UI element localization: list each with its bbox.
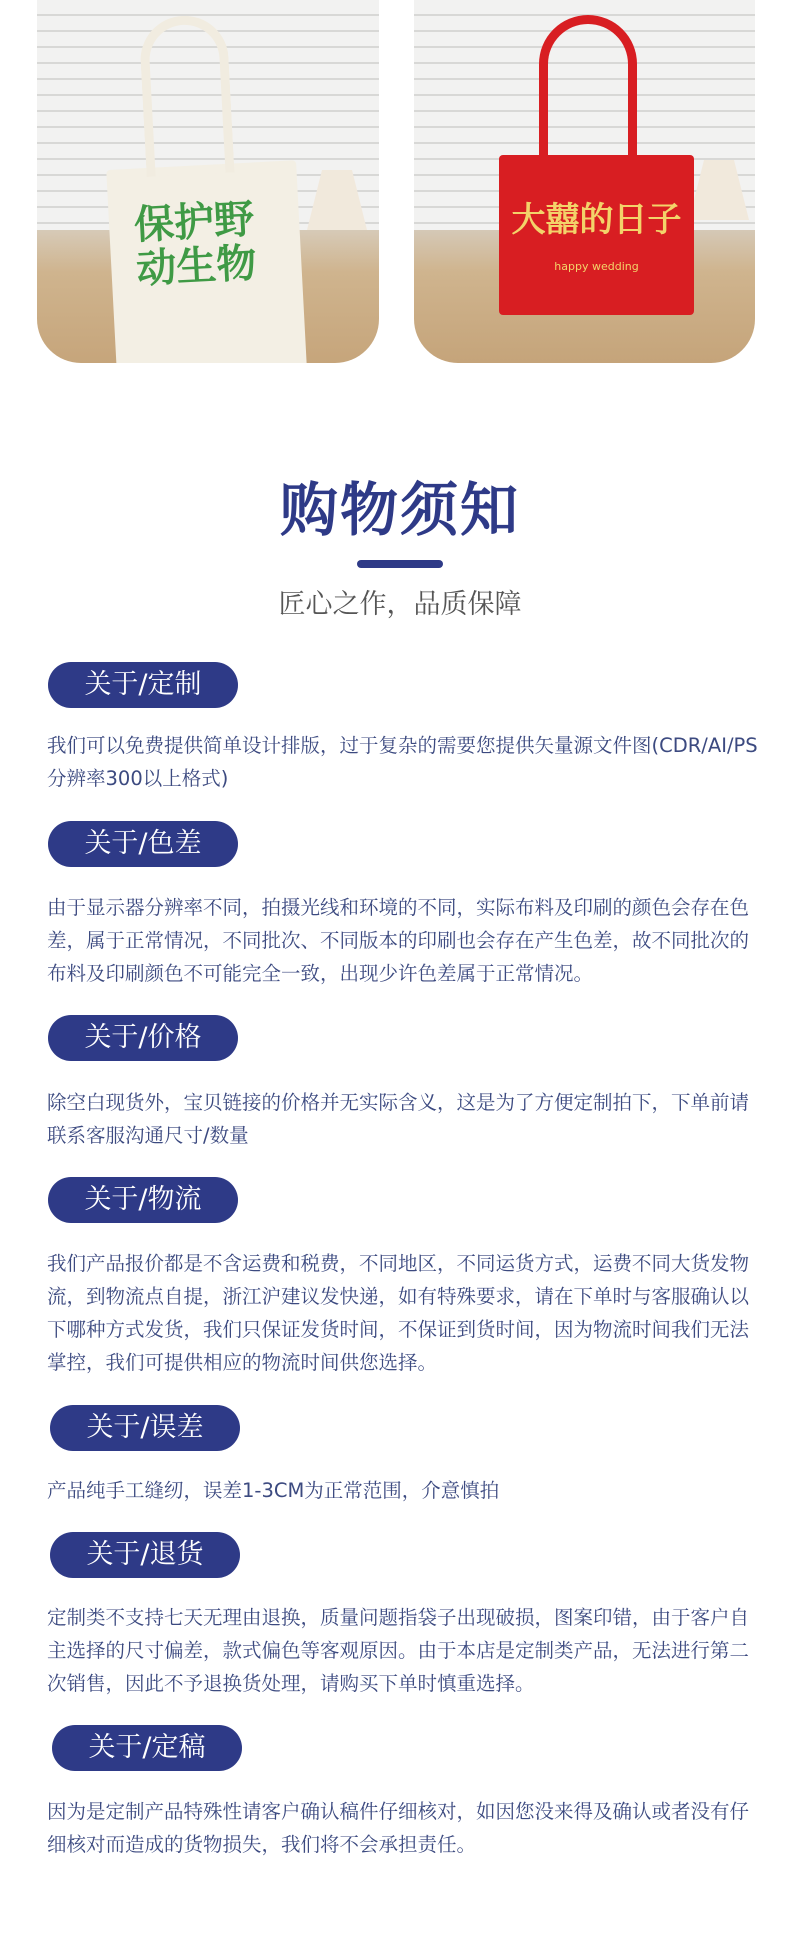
section-text-returns: 定制类不支持七天无理由退换，质量问题指袋子出现破损，图案印错，由于客户自主选择的尺寸偏差，款式偏色等客观原因。由于本店是定制类产品，无法进行第二次销售，因此不予退换货处理，请购买下单时慎重选择。 bbox=[47, 1606, 750, 1695]
title-divider bbox=[357, 560, 443, 568]
section-label-tolerance: 关于/误差 bbox=[50, 1405, 240, 1451]
section-label-color-difference: 关于/色差 bbox=[48, 821, 238, 867]
bag-handle bbox=[138, 14, 234, 177]
product-photo-cream-bag bbox=[37, 0, 379, 363]
section-label-logistics: 关于/物流 bbox=[48, 1177, 238, 1223]
page-subtitle: 匠心之作，品质保障 bbox=[278, 589, 522, 620]
section-text-final-draft: 因为是定制产品特殊性请客户确认稿件仔细核对，如因您没来得及确认或者没有仔细核对而造成的货物损失，我们将不会承担责任。 bbox=[47, 1800, 750, 1856]
page-title: 购物须知 bbox=[279, 476, 520, 544]
section-label-final-draft: 关于/定稿 bbox=[52, 1725, 242, 1771]
red-tote-bag bbox=[499, 155, 694, 315]
section-text-logistics: 我们产品报价都是不含运费和税费，不同地区，不同运货方式，运费不同大货发物流，到物流点自提，浙江沪建议发快递，如有特殊要求，请在下单时与客服确认以下哪种方式发货，我们只保证发货时间，不保证到货时间，因为物流时间我们无法掌控，我们可提供相应的物流时间供您选择。 bbox=[47, 1252, 750, 1374]
section-text-tolerance: 产品纯手工缝纫，误差1-3CM为正常范围，介意慎拍 bbox=[47, 1479, 500, 1502]
bag-print-subtext: happy wedding bbox=[554, 260, 639, 273]
cream-tote-bag bbox=[106, 160, 308, 363]
bag-print-text: 保护野动生物 bbox=[132, 196, 258, 293]
section-label-customization: 关于/定制 bbox=[48, 662, 238, 708]
product-photo-red-bag bbox=[414, 0, 755, 363]
section-text-customization: 我们可以免费提供简单设计排版，过于复杂的需要您提供矢量源文件图(CDR/AI/PS分辨率300以上格式) bbox=[47, 734, 758, 790]
section-text-color-difference: 由于显示器分辨率不同，拍摄光线和环境的不同，实际布料及印刷的颜色会存在色差，属于正常情况，不同批次、不同版本的印刷也会存在产生色差，故不同批次的布料及印刷颜色不可能完全一致，出现少许色差属于正常情况。 bbox=[47, 896, 750, 985]
section-label-price: 关于/价格 bbox=[48, 1015, 238, 1061]
section-label-returns: 关于/退货 bbox=[50, 1532, 240, 1578]
bag-print-text: 大囍的日子 bbox=[511, 200, 682, 240]
section-text-price: 除空白现货外，宝贝链接的价格并无实际含义，这是为了方便定制拍下，下单前请联系客服沟通尺寸/数量 bbox=[47, 1091, 750, 1147]
bag-handle bbox=[539, 15, 637, 164]
